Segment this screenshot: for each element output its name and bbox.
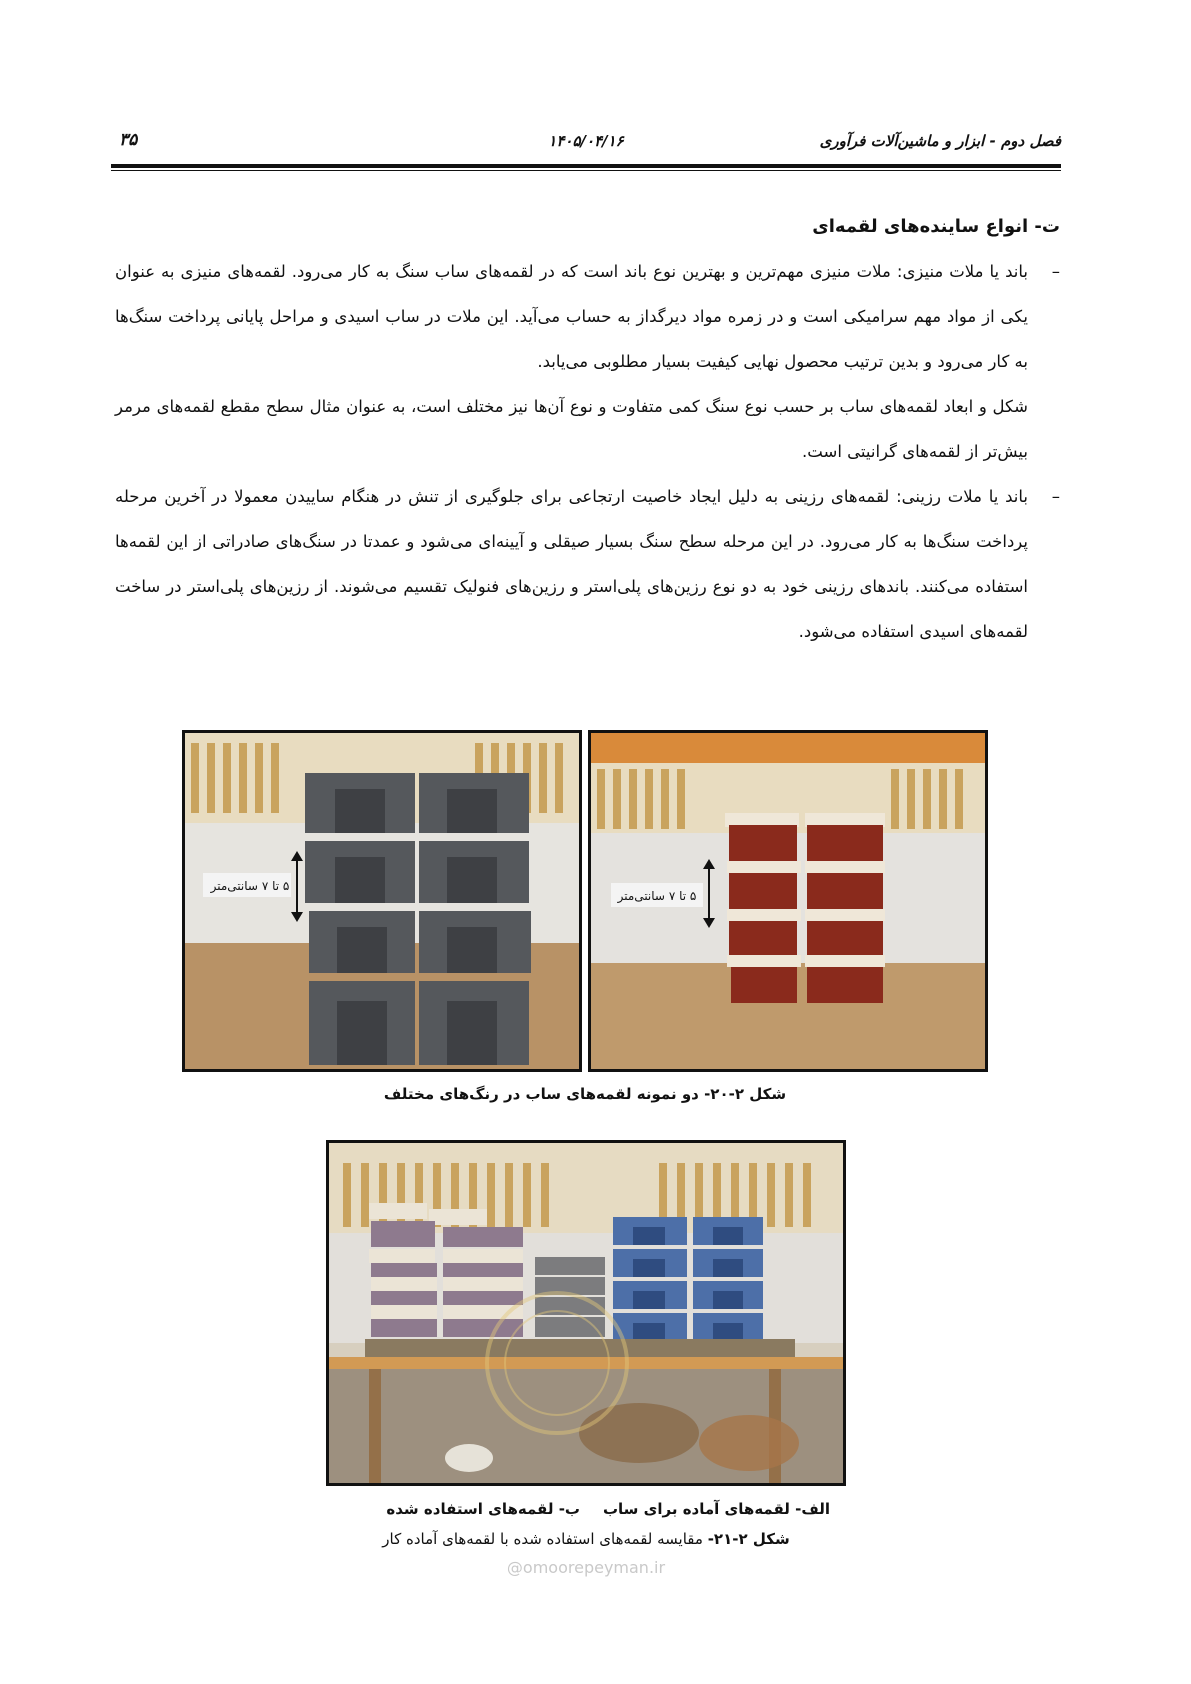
bullet-text: باند یا ملات رزینی: لقمه‌های رزینی به دلیل ایجاد خاصیت ارتجاعی برای جلوگیری از تنش در هنگام ساییدن معمولا در آخرین مرحله پرداخت سنگ‌ها به کار می‌رود. در این مرحله سطح سنگ بسیار صیقلی و آیینه‌ای می‌شود و عمدتا در سنگ‌های صادراتی از این لقمه‌ها استفاده می‌کنند. باندهای رزینی خود به دو نوع رزین‌های پلی‌استر و رزین‌های فنولیک تقسیم می‌شوند. از رزین‌های پلی‌استر در ساخت لقمه‌های اسیدی استفاده می‌شود. [115,487,1028,641]
header-rule-thick [111,164,1061,168]
dimension-label: ۵ تا ۷ سانتی‌متر [617,889,697,903]
page-header [111,128,1061,156]
bullet-dash: – [1051,487,1060,506]
photo-comparison-image [329,1143,843,1483]
bullet-item-magnesia [115,249,1060,384]
watermark: @omoorepeyman.ir [506,1558,666,1577]
header-date: ۱۴۰۵/۰۴/۱۶ [548,132,624,150]
page-number: ۳۵ [119,130,138,150]
bullet-dash: – [1051,262,1060,281]
bullet-text: باند یا ملات منیزی: ملات منیزی مهم‌ترین و بهترین نوع باند است که در لقمه‌های ساب سنگ به کار می‌رود. لقمه‌های منیزی به عنوان یکی از مواد مهم سرامیکی است و در زمره مواد دیرگداز به حساب می‌آید. این ملات در ساب اسیدی و مراحل پایانی پرداخت سنگ‌ها به کار می‌رود و بدین ترتیب محصول نهایی کیفیت بسیار مطلوبی می‌یابد. [115,262,1028,371]
section-heading: ت- انواع ساینده‌های لقمه‌ای [812,216,1060,237]
photo-comparison [326,1140,846,1486]
paragraph-shape: شکل و ابعاد لقمه‌های ساب بر حسب نوع سنگ کمی متفاوت و نوع آن‌ها نیز مختلف است، به عنوان مثال سطح مقطع لقمه‌های مرمر بیش‌تر از لقمه‌های گرانیتی است. [115,397,1028,461]
caption-number: شکل ۲-۲۱- [707,1530,790,1548]
subcaption-a: الف- لقمه‌های آماده برای ساب [602,1500,830,1518]
page-content [115,216,1060,654]
photo-grey-blocks-image [185,733,579,1069]
figure-2-21-caption [326,1530,846,1548]
bullet-item-resin [115,474,1060,654]
figure-2-20-caption: شکل ۲-۲۰- دو نمونه لقمه‌های ساب در رنگ‌های مختلف [383,1085,787,1103]
caption-text: مقایسه لقمه‌های استفاده شده با لقمه‌های آماده کار [382,1530,708,1548]
photo-grey-blocks [182,730,582,1072]
subcaption-b: ب- لقمه‌های استفاده شده [386,1500,580,1518]
header-rule-thin [111,170,1061,171]
chapter-title: فصل دوم - ابزار و ماشین‌آلات فرآوری [819,132,1061,150]
photo-red-blocks [588,730,988,1072]
dimension-label: ۵ تا ۷ سانتی‌متر [210,879,290,893]
figure-2-20 [182,730,988,1072]
